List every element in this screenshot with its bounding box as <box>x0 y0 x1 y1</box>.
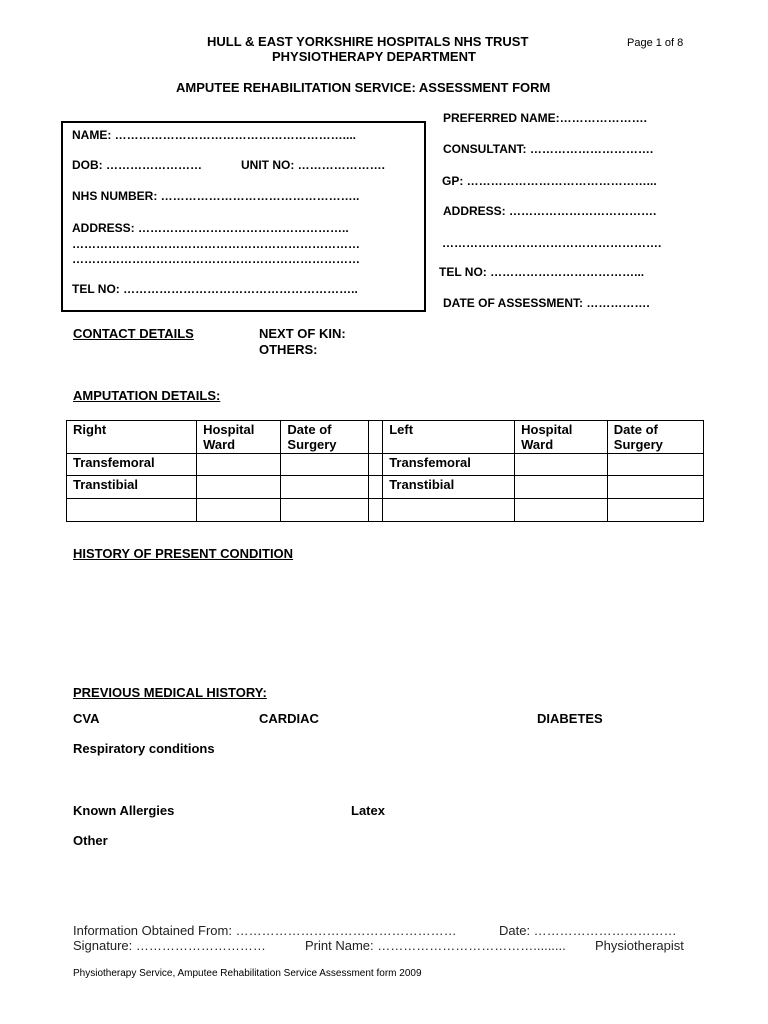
pmh-heading: PREVIOUS MEDICAL HISTORY: <box>73 685 267 700</box>
amputation-details-heading: AMPUTATION DETAILS: <box>73 388 221 403</box>
left-amputation-cell: Transfemoral <box>383 454 515 476</box>
gp-tel-field[interactable]: TEL NO: ………………………………... <box>439 265 645 279</box>
right-amputation-cell[interactable] <box>67 499 197 522</box>
table-row <box>67 499 704 522</box>
right-amputation-cell: Transtibial <box>67 476 197 499</box>
name-field[interactable]: NAME: ………………………………………………….... <box>72 128 356 142</box>
table-spacer-cell <box>369 499 383 522</box>
tel-field[interactable]: TEL NO: ………………………………………………….. <box>72 282 358 296</box>
allergies-label: Known Allergies <box>73 803 175 818</box>
right-ward-cell[interactable] <box>197 476 281 499</box>
address-field[interactable]: ADDRESS: …………………………………………….. <box>72 221 349 235</box>
table-spacer-cell <box>369 476 383 499</box>
print-name-field[interactable]: Print Name: ………………………………......... <box>305 938 566 953</box>
left-ward-cell[interactable] <box>515 454 608 476</box>
gp-field[interactable]: GP: ………………………………………... <box>442 174 657 188</box>
physiotherapist-label: Physiotherapist <box>595 938 684 953</box>
dob-field[interactable]: DOB: …………………… <box>72 158 202 172</box>
left-date-of-surgery-header: Date of Surgery <box>607 421 703 454</box>
date-of-assessment-field[interactable]: DATE OF ASSESSMENT: ……………. <box>443 296 650 310</box>
gp-address-line-2[interactable]: ………………………………………………. <box>442 236 662 250</box>
right-hospital-ward-header: Hospital Ward <box>197 421 281 454</box>
right-ward-cell[interactable] <box>197 499 281 522</box>
latex-label: Latex <box>351 803 385 818</box>
table-spacer-cell <box>369 421 383 454</box>
table-header-row <box>67 421 704 454</box>
left-date-cell[interactable] <box>607 499 703 522</box>
cardiac-label: CARDIAC <box>259 711 319 726</box>
right-date-cell[interactable] <box>281 499 369 522</box>
address-line-2[interactable]: ……………………………………………………………… <box>72 237 360 251</box>
table-row <box>67 476 704 499</box>
form-title: AMPUTEE REHABILITATION SERVICE: ASSESSMENT FORM <box>176 80 551 95</box>
table-spacer-cell <box>369 454 383 476</box>
left-ward-cell[interactable] <box>515 499 608 522</box>
left-amputation-cell: Transtibial <box>383 476 515 499</box>
right-header: Right <box>67 421 197 454</box>
trust-name: HULL & EAST YORKSHIRE HOSPITALS NHS TRUST <box>207 34 529 49</box>
left-header: Left <box>383 421 515 454</box>
diabetes-label: DIABETES <box>537 711 603 726</box>
signature-field[interactable]: Signature: ………………………… <box>73 938 266 953</box>
others-label: OTHERS: <box>259 342 318 357</box>
footer-text: Physiotherapy Service, Amputee Rehabilitation Service Assessment form 2009 <box>73 968 422 979</box>
table-row <box>67 454 704 476</box>
next-of-kin-label: NEXT OF KIN: <box>259 326 346 341</box>
right-date-cell[interactable] <box>281 476 369 499</box>
right-date-of-surgery-header: Date of Surgery <box>281 421 369 454</box>
gp-address-field[interactable]: ADDRESS: ………………………………. <box>443 204 657 218</box>
consultant-field[interactable]: CONSULTANT: …………………………. <box>443 142 654 156</box>
preferred-name-field[interactable]: PREFERRED NAME:…………………. <box>443 111 648 125</box>
unit-no-field[interactable]: UNIT NO: …………………. <box>241 158 385 172</box>
left-ward-cell[interactable] <box>515 476 608 499</box>
left-date-cell[interactable] <box>607 476 703 499</box>
left-amputation-cell[interactable] <box>383 499 515 522</box>
left-hospital-ward-header: Hospital Ward <box>515 421 608 454</box>
department-name: PHYSIOTHERAPY DEPARTMENT <box>272 49 476 64</box>
respiratory-label: Respiratory conditions <box>73 741 215 756</box>
cva-label: CVA <box>73 711 100 726</box>
right-ward-cell[interactable] <box>197 454 281 476</box>
right-amputation-cell: Transfemoral <box>67 454 197 476</box>
history-heading: HISTORY OF PRESENT CONDITION <box>73 546 294 561</box>
other-label: Other <box>73 833 108 848</box>
amputation-table <box>66 420 704 522</box>
signoff-date-field[interactable]: Date: …………………………… <box>499 923 677 938</box>
contact-details-heading: CONTACT DETAILS <box>73 326 194 341</box>
page-number: Page 1 of 8 <box>627 37 684 49</box>
info-obtained-field[interactable]: Information Obtained From: …………………………………………… <box>73 923 457 938</box>
right-date-cell[interactable] <box>281 454 369 476</box>
left-date-cell[interactable] <box>607 454 703 476</box>
nhs-number-field[interactable]: NHS NUMBER: ………………………………………….. <box>72 189 360 203</box>
address-line-3[interactable]: ……………………………………………………………… <box>72 252 360 266</box>
